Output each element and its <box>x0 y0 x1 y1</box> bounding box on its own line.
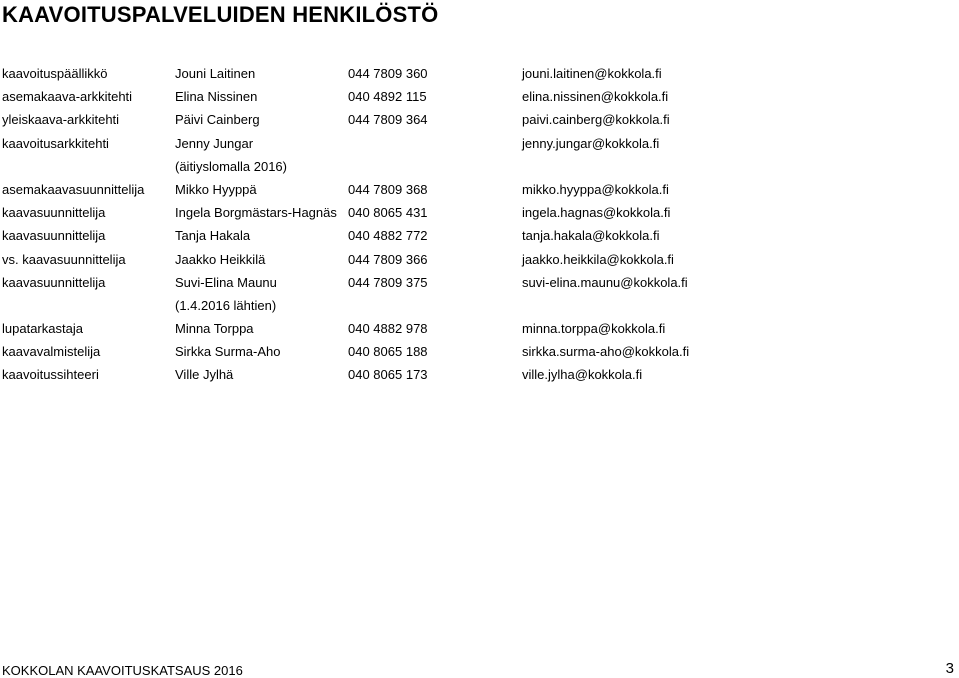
staff-name: Suvi-Elina Maunu <box>175 274 277 290</box>
staff-phone: 040 4882 772 <box>348 228 428 244</box>
staff-phone: 044 7809 368 <box>348 181 428 197</box>
staff-note-row <box>0 294 959 317</box>
staff-role: kaavasuunnittelija <box>2 205 106 221</box>
staff-role: kaavasuunnittelija <box>2 228 106 244</box>
staff-role: yleiskaava-arkkitehti <box>2 112 120 128</box>
staff-name: Mikko Hyyppä <box>175 181 257 197</box>
staff-phone: 044 7809 364 <box>348 112 428 128</box>
staff-email[interactable]: sirkka.surma-aho@kokkola.fi <box>522 344 690 360</box>
staff-phone: 044 7809 366 <box>348 251 428 267</box>
staff-email[interactable]: jouni.laitinen@kokkola.fi <box>522 66 662 81</box>
staff-email[interactable]: paivi.cainberg@kokkola.fi <box>522 112 670 128</box>
staff-role: kaavoituspäällikkö <box>2 66 108 81</box>
staff-role: kaavoitussihteeri <box>2 367 99 383</box>
staff-role: asemakaava-arkkitehti <box>2 89 133 105</box>
staff-role: kaavoitusarkkitehti <box>2 135 109 151</box>
staff-email[interactable]: tanja.hakala@kokkola.fi <box>522 228 660 244</box>
staff-note: (1.4.2016 lähtien) <box>175 297 277 313</box>
staff-name: Elina Nissinen <box>175 89 258 105</box>
staff-role: kaavavalmistelija <box>2 344 101 360</box>
staff-name: Ville Jylhä <box>175 367 234 383</box>
staff-row <box>0 62 959 85</box>
staff-row <box>0 317 959 340</box>
staff-email[interactable]: minna.torppa@kokkola.fi <box>522 321 666 337</box>
staff-row <box>0 340 959 363</box>
staff-name: Jaakko Heikkilä <box>175 251 266 267</box>
staff-row <box>0 363 959 386</box>
staff-phone: 040 8065 188 <box>348 344 428 360</box>
staff-email[interactable]: mikko.hyyppa@kokkola.fi <box>522 181 669 197</box>
staff-row <box>0 85 959 108</box>
page-number: 3 <box>945 660 954 677</box>
staff-name: Minna Torppa <box>175 321 254 337</box>
staff-row <box>0 271 959 294</box>
staff-name: Sirkka Surma-Aho <box>175 344 281 360</box>
staff-email[interactable]: jaakko.heikkila@kokkola.fi <box>522 251 674 267</box>
staff-note-row <box>0 155 959 178</box>
staff-name: Tanja Hakala <box>175 228 251 244</box>
staff-email[interactable]: ville.jylha@kokkola.fi <box>522 367 643 383</box>
staff-row <box>0 132 959 155</box>
staff-phone: 040 8065 173 <box>348 367 428 383</box>
staff-row <box>0 248 959 271</box>
staff-email[interactable]: suvi-elina.maunu@kokkola.fi <box>522 274 688 290</box>
staff-phone: 040 4892 115 <box>348 89 427 105</box>
staff-role: asemakaavasuunnittelija <box>2 181 145 197</box>
staff-note: (äitiyslomalla 2016) <box>175 158 287 174</box>
staff-email[interactable]: jenny.jungar@kokkola.fi <box>522 135 660 151</box>
staff-phone: 040 4882 978 <box>348 321 428 337</box>
staff-name: Jouni Laitinen <box>175 66 256 81</box>
staff-role: kaavasuunnittelija <box>2 274 106 290</box>
staff-email[interactable]: ingela.hagnas@kokkola.fi <box>522 205 671 221</box>
staff-row <box>0 178 959 201</box>
staff-name: Päivi Cainberg <box>175 112 260 128</box>
staff-list <box>0 62 959 387</box>
page-title: KAAVOITUSPALVELUIDEN HENKILÖSTÖ <box>2 2 439 27</box>
staff-row <box>0 108 959 131</box>
staff-name: Jenny Jungar <box>175 135 254 151</box>
staff-role: vs. kaavasuunnittelija <box>2 251 126 267</box>
footer-publication-title: KOKKOLAN KAAVOITUSKATSAUS 2016 <box>2 663 243 678</box>
staff-phone: 044 7809 360 <box>348 66 428 81</box>
staff-phone: 044 7809 375 <box>348 274 428 290</box>
staff-email[interactable]: elina.nissinen@kokkola.fi <box>522 89 669 105</box>
staff-name: Ingela Borgmästars-Hagnäs <box>175 205 337 221</box>
staff-row <box>0 224 959 247</box>
staff-phone: 040 8065 431 <box>348 205 428 221</box>
staff-role: lupatarkastaja <box>2 321 83 337</box>
staff-row <box>0 201 959 224</box>
